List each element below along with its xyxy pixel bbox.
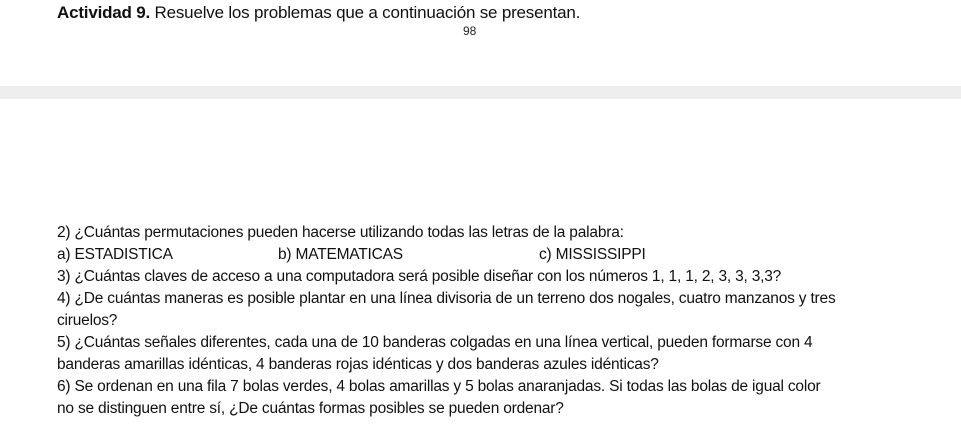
page-number: 98 <box>463 24 477 38</box>
problem-list <box>57 222 947 420</box>
problem-2-option-b: b) MATEMATICAS <box>278 246 403 263</box>
problem-4-text-line-2: ciruelos? <box>57 312 118 329</box>
problem-5-text-line-1: 5) ¿Cuántas señales diferentes, cada una de 10 banderas colgadas en una línea vertical, pueden formarse con 4 <box>57 334 813 351</box>
activity-label: Actividad 9. <box>57 3 151 22</box>
problem-2-options <box>57 244 947 266</box>
problem-2-question: 2) ¿Cuántas permutaciones pueden hacerse utilizando todas las letras de la palabra: <box>57 224 624 241</box>
problem-2-option-c: c) MISSISSIPPI <box>539 246 646 263</box>
problem-2-option-a: a) ESTADISTICA <box>57 246 173 263</box>
activity-title <box>57 3 580 23</box>
page-separator <box>0 86 961 99</box>
problem-5-text-line-2: banderas amarillas idénticas, 4 banderas rojas idénticas y dos banderas azules idénticas? <box>57 356 659 373</box>
problem-4-text-line-1: 4) ¿De cuántas maneras es posible plantar en una línea divisoria de un terreno dos nogales, cuatro manzanos y tres <box>57 290 836 307</box>
problem-3-text: 3) ¿Cuántas claves de acceso a una computadora será posible diseñar con los números 1, 1, 1, 2, 3, 3, 3,3? <box>57 268 782 285</box>
problem-6-text-line-1: 6) Se ordenan en una fila 7 bolas verdes, 4 bolas amarillas y 5 bolas anaranjadas. Si todas las bolas de igual color <box>57 378 821 395</box>
problem-6-text-line-2: no se distinguen entre sí, ¿De cuántas formas posibles se pueden ordenar? <box>57 400 564 417</box>
page-header-area <box>0 0 961 86</box>
activity-instructions: Resuelve los problemas que a continuación se presentan. <box>150 3 581 22</box>
